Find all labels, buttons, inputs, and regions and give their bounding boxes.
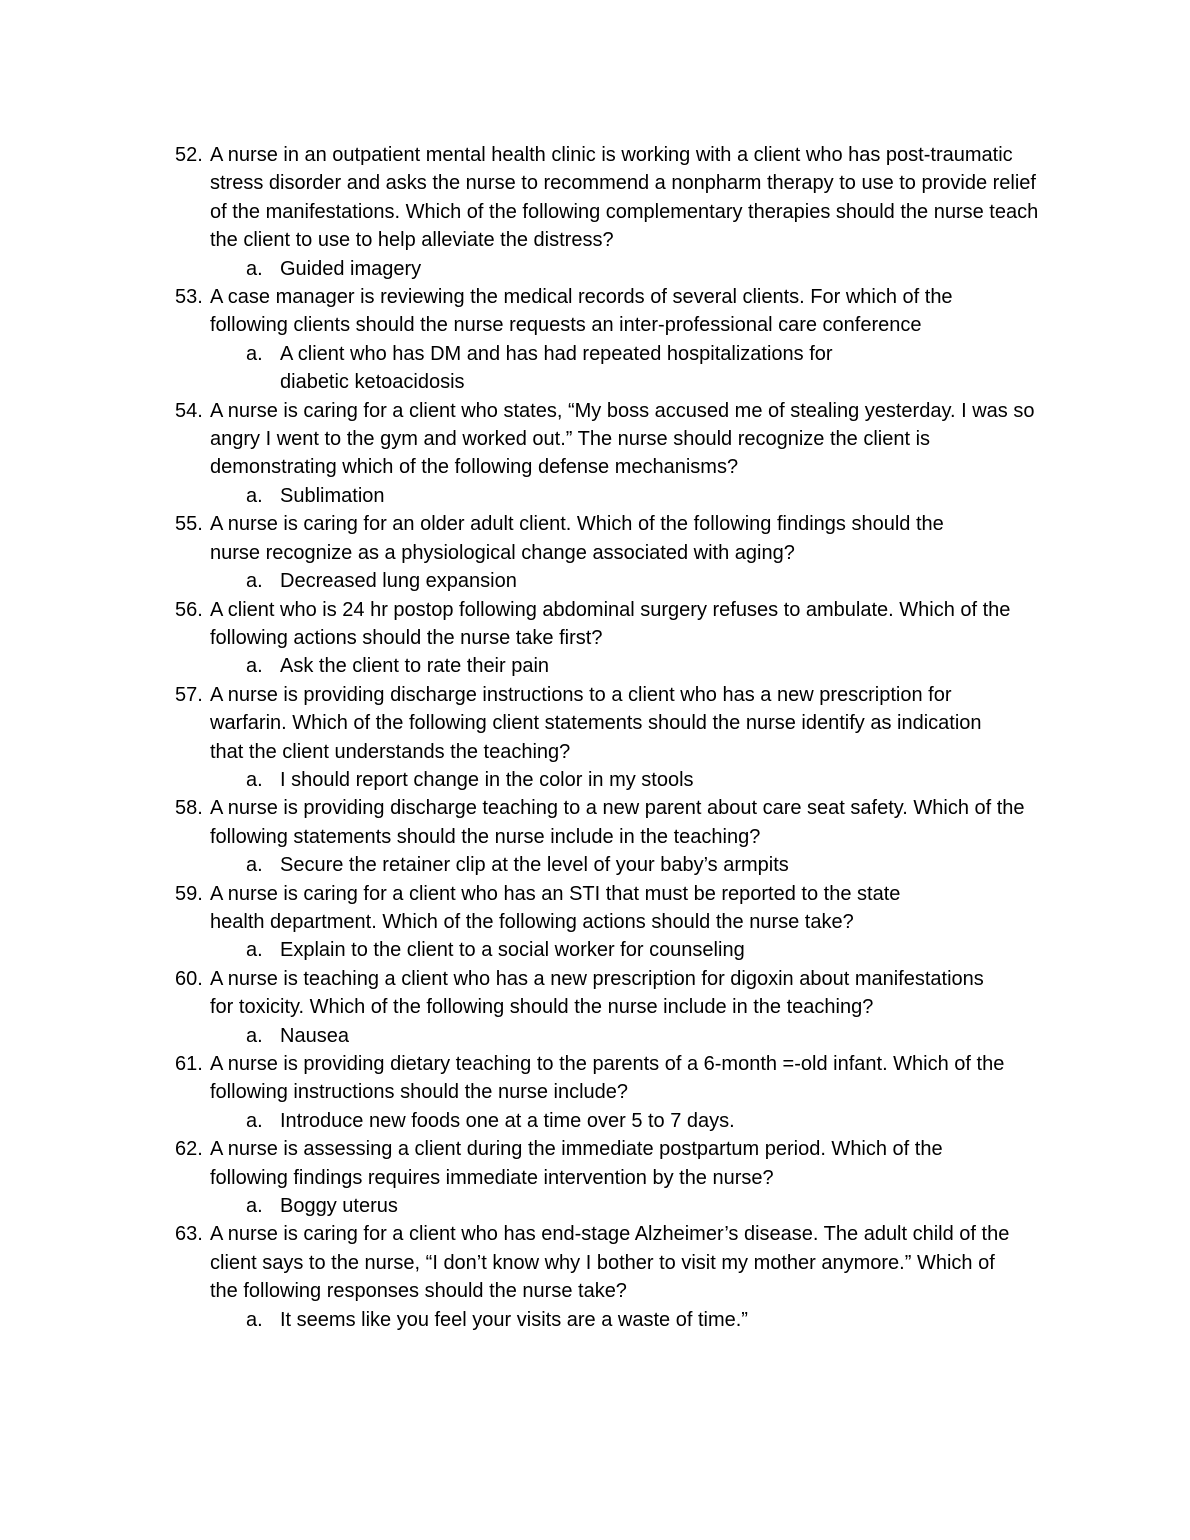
answer-text: Nausea [280,1024,349,1047]
answer-item [0,567,1190,595]
answer-text: Explain to the client to a social worker for counseling [280,939,745,962]
answer-letter: a. [246,655,263,678]
question-63 [0,1220,1190,1334]
answer-text: Ask the client to rate their pain [280,655,550,678]
answer-text: It seems like you feel your visits are a waste of time.” [280,1308,748,1331]
answer-item [0,255,1190,283]
question-number: 54. [175,399,203,422]
answer-text: Decreased lung expansion [280,570,517,593]
question-56 [0,596,1190,681]
answer-item [0,340,1190,397]
question-number: 53. [175,286,203,309]
question-text: A nurse is assessing a client during the immediate postpartum period. Which of the following findings requires immediate intervention by the nurse? [210,1138,943,1189]
question-53 [0,283,1190,397]
answer-letter: a. [246,854,263,877]
question-number: 52. [175,144,203,166]
question-text: A nurse is caring for a client who has an STI that must be reported to the state health department. Which of the following actions should the nurse take? [210,882,901,933]
answer-text: Sublimation [280,484,385,507]
answer-letter: a. [246,484,263,507]
question-text: A nurse is teaching a client who has a new prescription for digoxin about manifestations for toxicity. Which of the following should the nurse include in the teaching? [210,967,984,1019]
question-number: 61. [175,1053,203,1075]
answer-letter: a. [246,570,263,593]
answer-text: Secure the retainer clip at the level of your baby’s armpits [280,854,789,877]
question-text: A client who is 24 hr postop following abdominal surgery refuses to ambulate. Which of the following actions should the nurse take first? [210,598,1011,649]
answer-item [0,851,1190,879]
document-page [0,141,1190,1334]
question-number: 63. [175,1223,203,1246]
question-text: A nurse is providing discharge instructions to a client who has a new prescription for warfarin. Which of the following client statements should the nurse identify as indication that the client understands the teaching? [210,683,982,763]
question-number: 60. [175,967,203,990]
answer-text: Boggy uterus [280,1195,398,1218]
question-text: A nurse is caring for an older adult client. Which of the following findings should the nurse recognize as a physiological change associated with aging? [210,513,944,564]
answer-item [0,1107,1190,1135]
question-number: 58. [175,797,203,820]
question-text: A case manager is reviewing the medical records of several clients. For which of the following clients should the nurse requests an inter-professional care conference [210,286,953,337]
question-62 [0,1135,1190,1220]
answer-item [0,936,1190,964]
answer-letter: a. [246,257,263,280]
answer-item [0,482,1190,510]
answer-item [0,1306,1190,1334]
answer-text: I should report change in the color in my stools [280,768,694,791]
question-59 [0,880,1190,965]
question-text: A nurse in an outpatient mental health clinic is working with a client who has post-traumatic stress disorder and asks the nurse to recommend a nonpharm therapy to use to provide relief of the manifestations. Which of the following complementary therapies should the nurse teach the client to use to help alleviate the distress? [210,144,1039,252]
question-number: 62. [175,1138,203,1161]
question-52 [0,141,1190,283]
answer-letter: a. [246,342,263,365]
question-61 [0,1050,1190,1135]
answer-item [0,1192,1190,1220]
question-55 [0,510,1190,595]
question-60 [0,965,1190,1050]
answer-item [0,766,1190,794]
answer-item [0,652,1190,680]
question-number: 57. [175,683,203,706]
answer-letter: a. [246,1308,263,1331]
answer-letter: a. [246,768,263,791]
question-text: A nurse is providing discharge teaching to a new parent about care seat safety. Which of the following statements should the nurse include in the teaching? [210,797,1025,848]
question-57 [0,681,1190,795]
question-text: A nurse is providing dietary teaching to the parents of a 6-month =-old infant. Which of the following instructions should the nurse include? [210,1053,1005,1104]
question-text: A nurse is caring for a client who has end-stage Alzheimer’s disease. The adult child of the client says to the nurse, “I don’t know why I bother to visit my mother anymore.” Which of the following responses should the nurse take? [210,1223,1010,1303]
answer-text: Guided imagery [280,257,422,280]
question-58 [0,794,1190,879]
answer-letter: a. [246,1024,263,1047]
question-54 [0,397,1190,511]
question-number: 59. [175,882,203,905]
answer-item [0,1022,1190,1050]
answer-letter: a. [246,1195,263,1218]
answer-text: Introduce new foods one at a time over 5 to 7 days. [280,1109,735,1132]
answer-letter: a. [246,1109,263,1132]
answer-text: A client who has DM and has had repeated hospitalizations for diabetic ketoacidosis [280,342,833,394]
question-number: 55. [175,513,203,536]
question-text: A nurse is caring for a client who states, “My boss accused me of stealing yesterday. I was so angry I went to the gym and worked out.” The nurse should recognize the client is demonstrating which of the following defense mechanisms? [210,399,1035,479]
question-number: 56. [175,598,203,621]
answer-letter: a. [246,939,263,962]
